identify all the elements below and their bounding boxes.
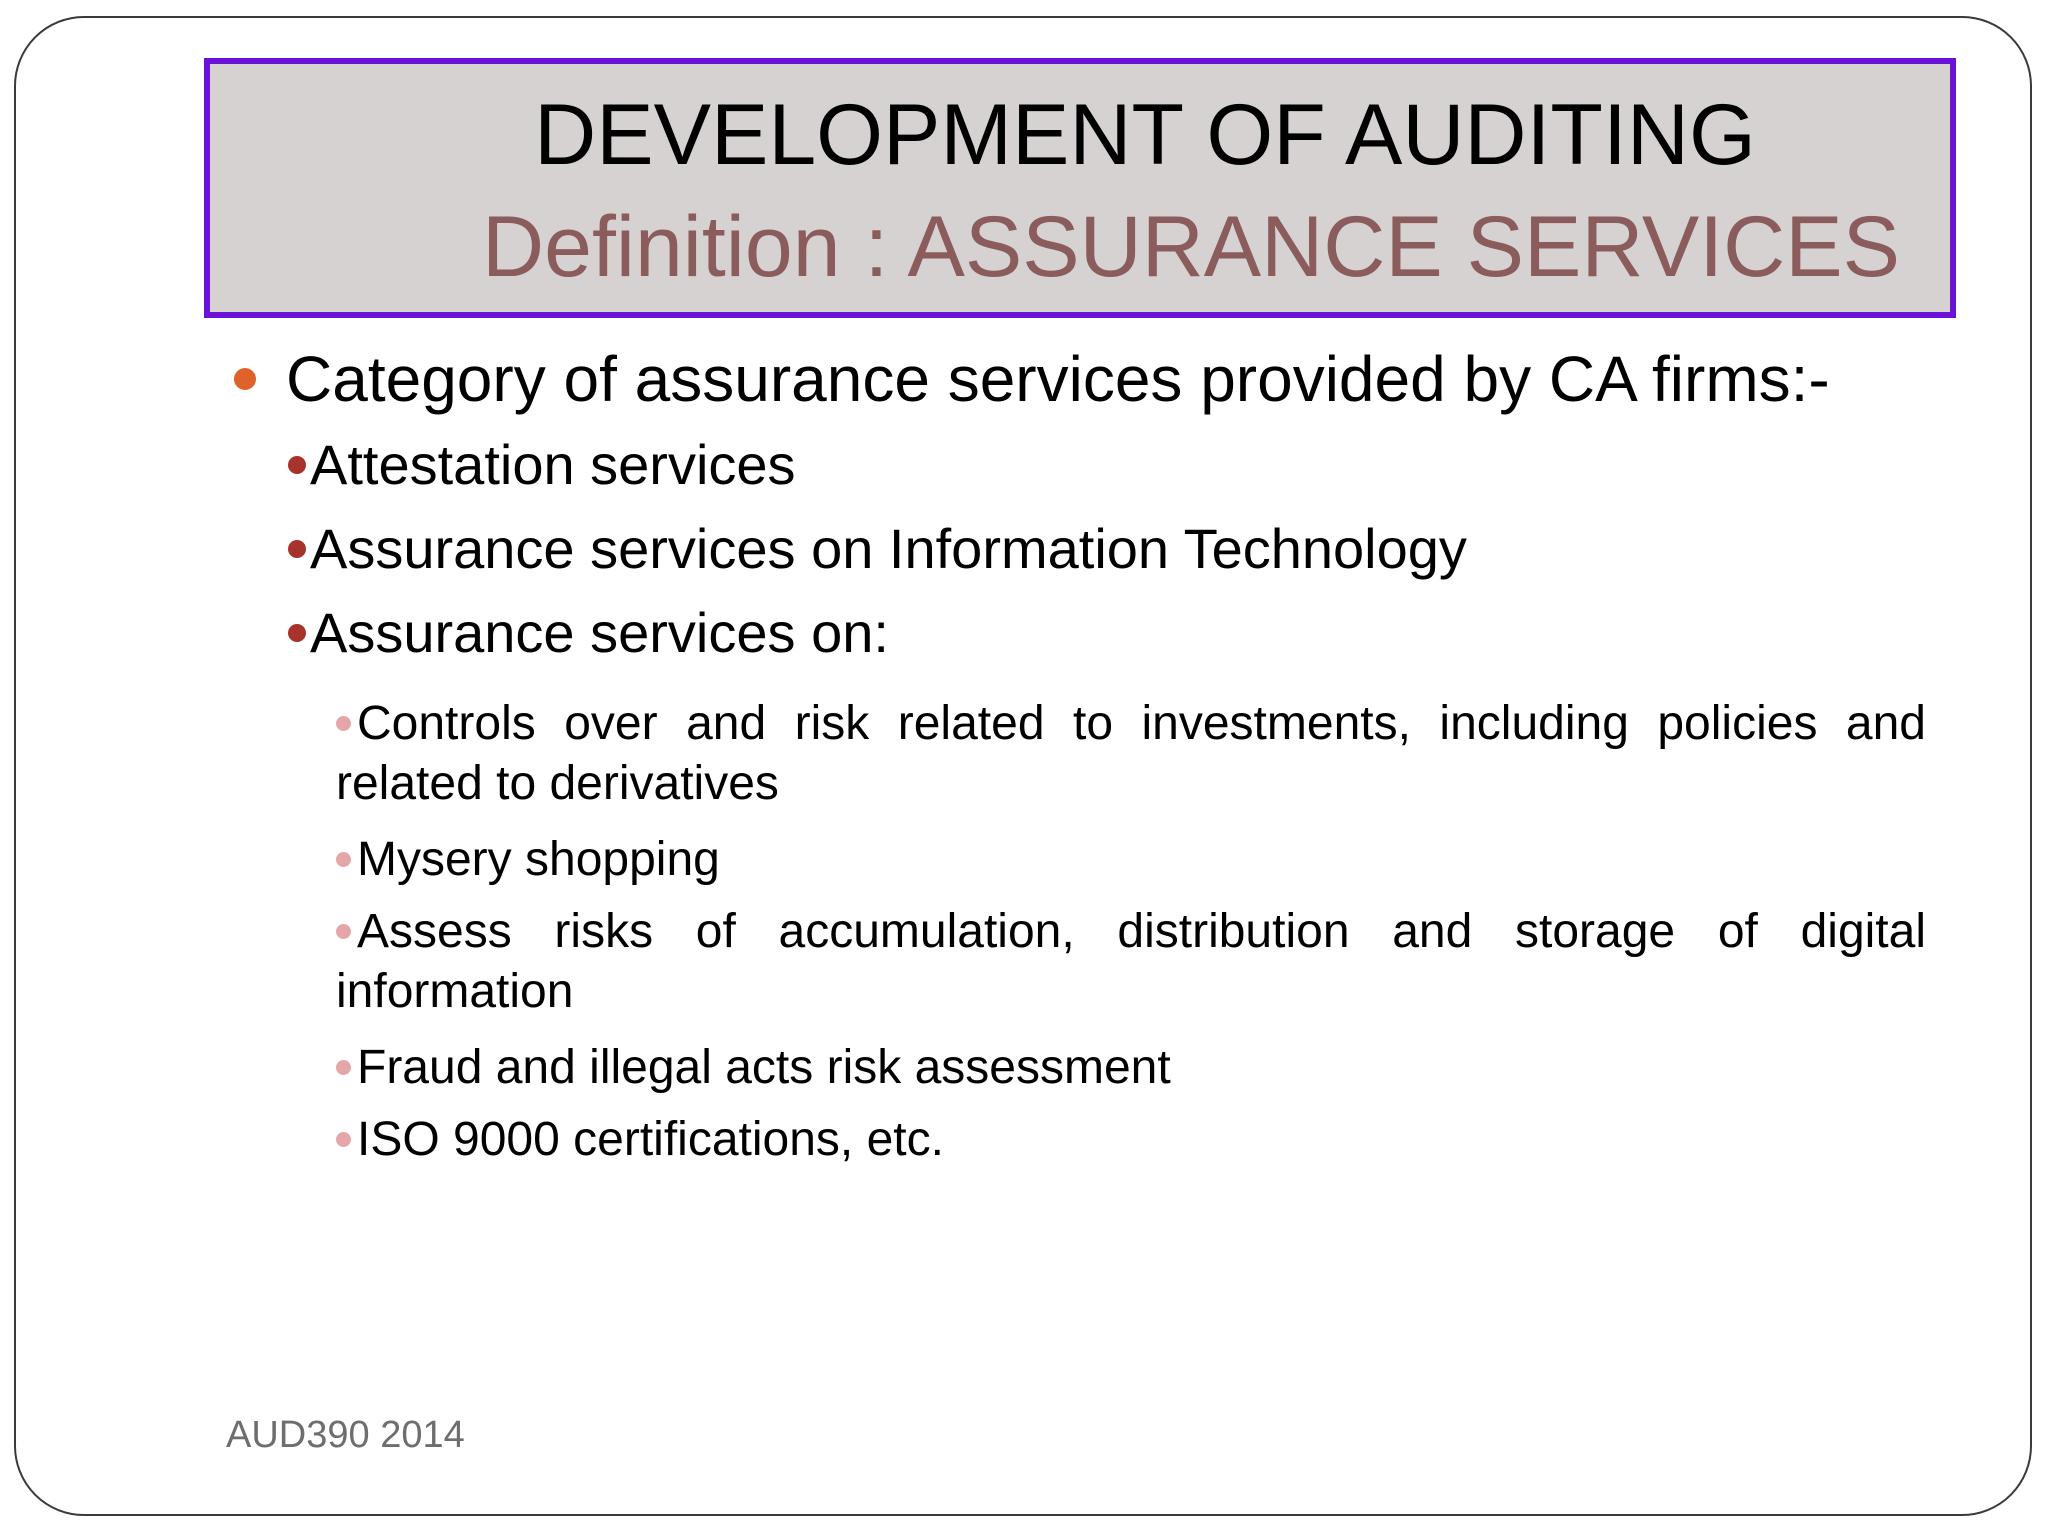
- bullet-dot-icon: [234, 368, 256, 390]
- slide-title: DEVELOPMENT OF AUDITING: [534, 87, 1756, 183]
- bullet-dot-icon: [288, 540, 306, 558]
- slide-subtitle: Definition : ASSURANCE SERVICES: [482, 199, 1900, 295]
- slide-footer: AUD390 2014: [226, 1414, 465, 1456]
- bullet-level3-text: Fraud and illegal acts risk assessment: [357, 1041, 1171, 1094]
- bullet-level2-text: Attestation services: [310, 433, 796, 496]
- bullet-dot-icon: [336, 1060, 351, 1075]
- bullet-level3-text: Mysery shopping: [357, 833, 720, 886]
- bullet-level3: [336, 830, 1926, 890]
- bullet-level3: [336, 694, 1926, 814]
- slide-content: [16, 18, 2030, 1514]
- bullet-level1: [234, 342, 1830, 416]
- bullet-level3: [336, 1110, 1926, 1170]
- bullet-level2-text: Assurance services on:: [310, 601, 889, 664]
- bullet-dot-icon: [336, 1132, 351, 1147]
- bullet-level3: [336, 1038, 1926, 1098]
- bullet-level2: [288, 516, 1467, 581]
- bullet-dot-icon: [288, 456, 306, 474]
- bullet-level2-text: Assurance services on Information Technology: [310, 517, 1467, 580]
- bullet-dot-icon: [336, 716, 351, 731]
- bullet-level2: [288, 600, 889, 665]
- slide: [14, 16, 2032, 1516]
- bullet-dot-icon: [336, 924, 351, 939]
- bullet-level3-text: Controls over and risk related to investments, including policies and related to derivatives: [336, 697, 1926, 810]
- bullet-level3: [336, 902, 1926, 1022]
- bullet-level1-text: Category of assurance services provided by CA firms:-: [286, 343, 1830, 415]
- bullet-level3-text: Assess risks of accumulation, distribution and storage of digital information: [336, 905, 1926, 1018]
- bullet-dot-icon: [336, 852, 351, 867]
- bullet-level3-text: ISO 9000 certifications, etc.: [357, 1113, 944, 1166]
- bullet-dot-icon: [288, 624, 306, 642]
- bullet-level2: [288, 432, 796, 497]
